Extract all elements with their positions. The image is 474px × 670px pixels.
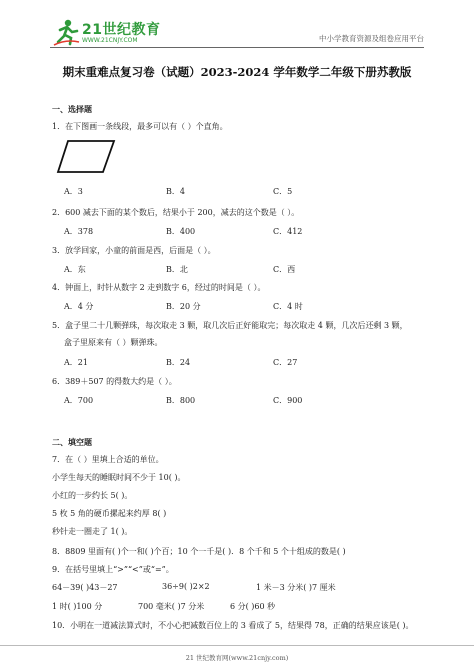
q1-option-a: A．3 <box>64 187 83 196</box>
q2-option-b: B．400 <box>166 227 196 236</box>
parallelogram-figure <box>56 138 116 178</box>
header-platform-text: 中小学教育资源及组卷应用平台 <box>319 34 424 43</box>
q9-item-6: 6 分( )60 秒 <box>230 602 276 611</box>
q5-option-a: A．21 <box>64 358 88 367</box>
header-divider <box>50 47 424 48</box>
logo-text: 21世纪教育 <box>82 22 161 38</box>
q6-option-c: C．900 <box>273 396 303 405</box>
q1-option-b: B．4 <box>166 187 185 196</box>
section-heading-fill: 二、填空题 <box>52 437 92 447</box>
q9-item-1: 64－39( )43－27 <box>52 583 118 592</box>
logo-runner-icon <box>52 18 80 46</box>
logo-url: WWW.21CNJY.COM <box>82 37 138 44</box>
q2-option-c: C．412 <box>273 227 303 236</box>
q1-option-c: C．5 <box>273 187 293 196</box>
question-4: 4．钟面上，时针从数字 2 走到数字 6，经过的时间是（ ）。 <box>52 283 266 292</box>
footer-text: 21 世纪教育网(www.21cnjy.com) <box>185 654 289 662</box>
q4-option-b: B．20 分 <box>166 302 201 311</box>
question-2: 2．600 减去下面的某个数后，结果小于 200，减去的这个数是（ ）。 <box>52 208 300 217</box>
q7-line-2: 小红的一步约长 5( )。 <box>52 491 133 500</box>
question-5-line1: 5．盒子里二十几颗弹珠，每次取走 3 颗，取几次后正好能取完；每次取走 4 颗，几次后还剩 3 颗， <box>52 321 408 330</box>
question-8: 8．8809 里面有( )个一和( )个百；10 个一千是( )．8 个千和 5 个十组成的数是( ) <box>52 547 346 556</box>
question-7: 7．在（ ）里填上合适的单位。 <box>52 455 164 464</box>
q7-line-1: 小学生每天的睡眠时间不少于 10( )。 <box>52 473 186 482</box>
q6-option-b: B．800 <box>166 396 196 405</box>
question-10: 10．小明在一道减法算式时，不小心把减数百位上的 3 看成了 5，结果得 78，正确的结果应该是( )。 <box>52 621 414 630</box>
question-6: 6．389＋507 的得数大约是（ ）。 <box>52 377 177 386</box>
q6-option-a: A．700 <box>64 396 94 405</box>
q7-line-4: 秒针走一圈走了 1( )。 <box>52 527 133 536</box>
q9-item-5: 700 毫米( )7 分米 <box>138 602 205 611</box>
question-3: 3．放学回家，小童的前面是西，后面是（ ）。 <box>52 246 216 255</box>
section-heading-choice: 一、选择题 <box>52 104 92 114</box>
q4-option-a: A．4 分 <box>64 302 94 311</box>
q5-option-b: B．24 <box>166 358 191 367</box>
q9-item-3: 1 米－3 分米( )7 厘米 <box>256 583 336 592</box>
q4-option-c: C．4 时 <box>273 302 303 311</box>
q9-item-2: 36÷9( )2×2 <box>162 582 210 591</box>
q5-option-c: C．27 <box>273 358 298 367</box>
question-9: 9．在括号里填上“>”“<”或“=”。 <box>52 565 174 574</box>
page-title: 期末重难点复习卷（试题）2023-2024 学年数学二年级下册苏教版 <box>62 65 412 79</box>
question-1: 1．在下图画一条线段，最多可以有（ ）个直角。 <box>52 122 228 131</box>
q3-option-b: B．北 <box>166 265 188 274</box>
q3-option-c: C．西 <box>273 265 296 274</box>
footer-divider <box>0 645 474 646</box>
q2-option-a: A．378 <box>64 227 94 236</box>
q3-option-a: A．东 <box>64 265 86 274</box>
logo <box>52 18 161 48</box>
q9-item-4: 1 时( )100 分 <box>52 602 103 611</box>
question-5-line2: 盒子里原来有（ ）颗弹珠。 <box>64 338 163 347</box>
q7-line-3: 5 枚 5 角的硬币摞起来约厚 8( ) <box>52 509 167 518</box>
